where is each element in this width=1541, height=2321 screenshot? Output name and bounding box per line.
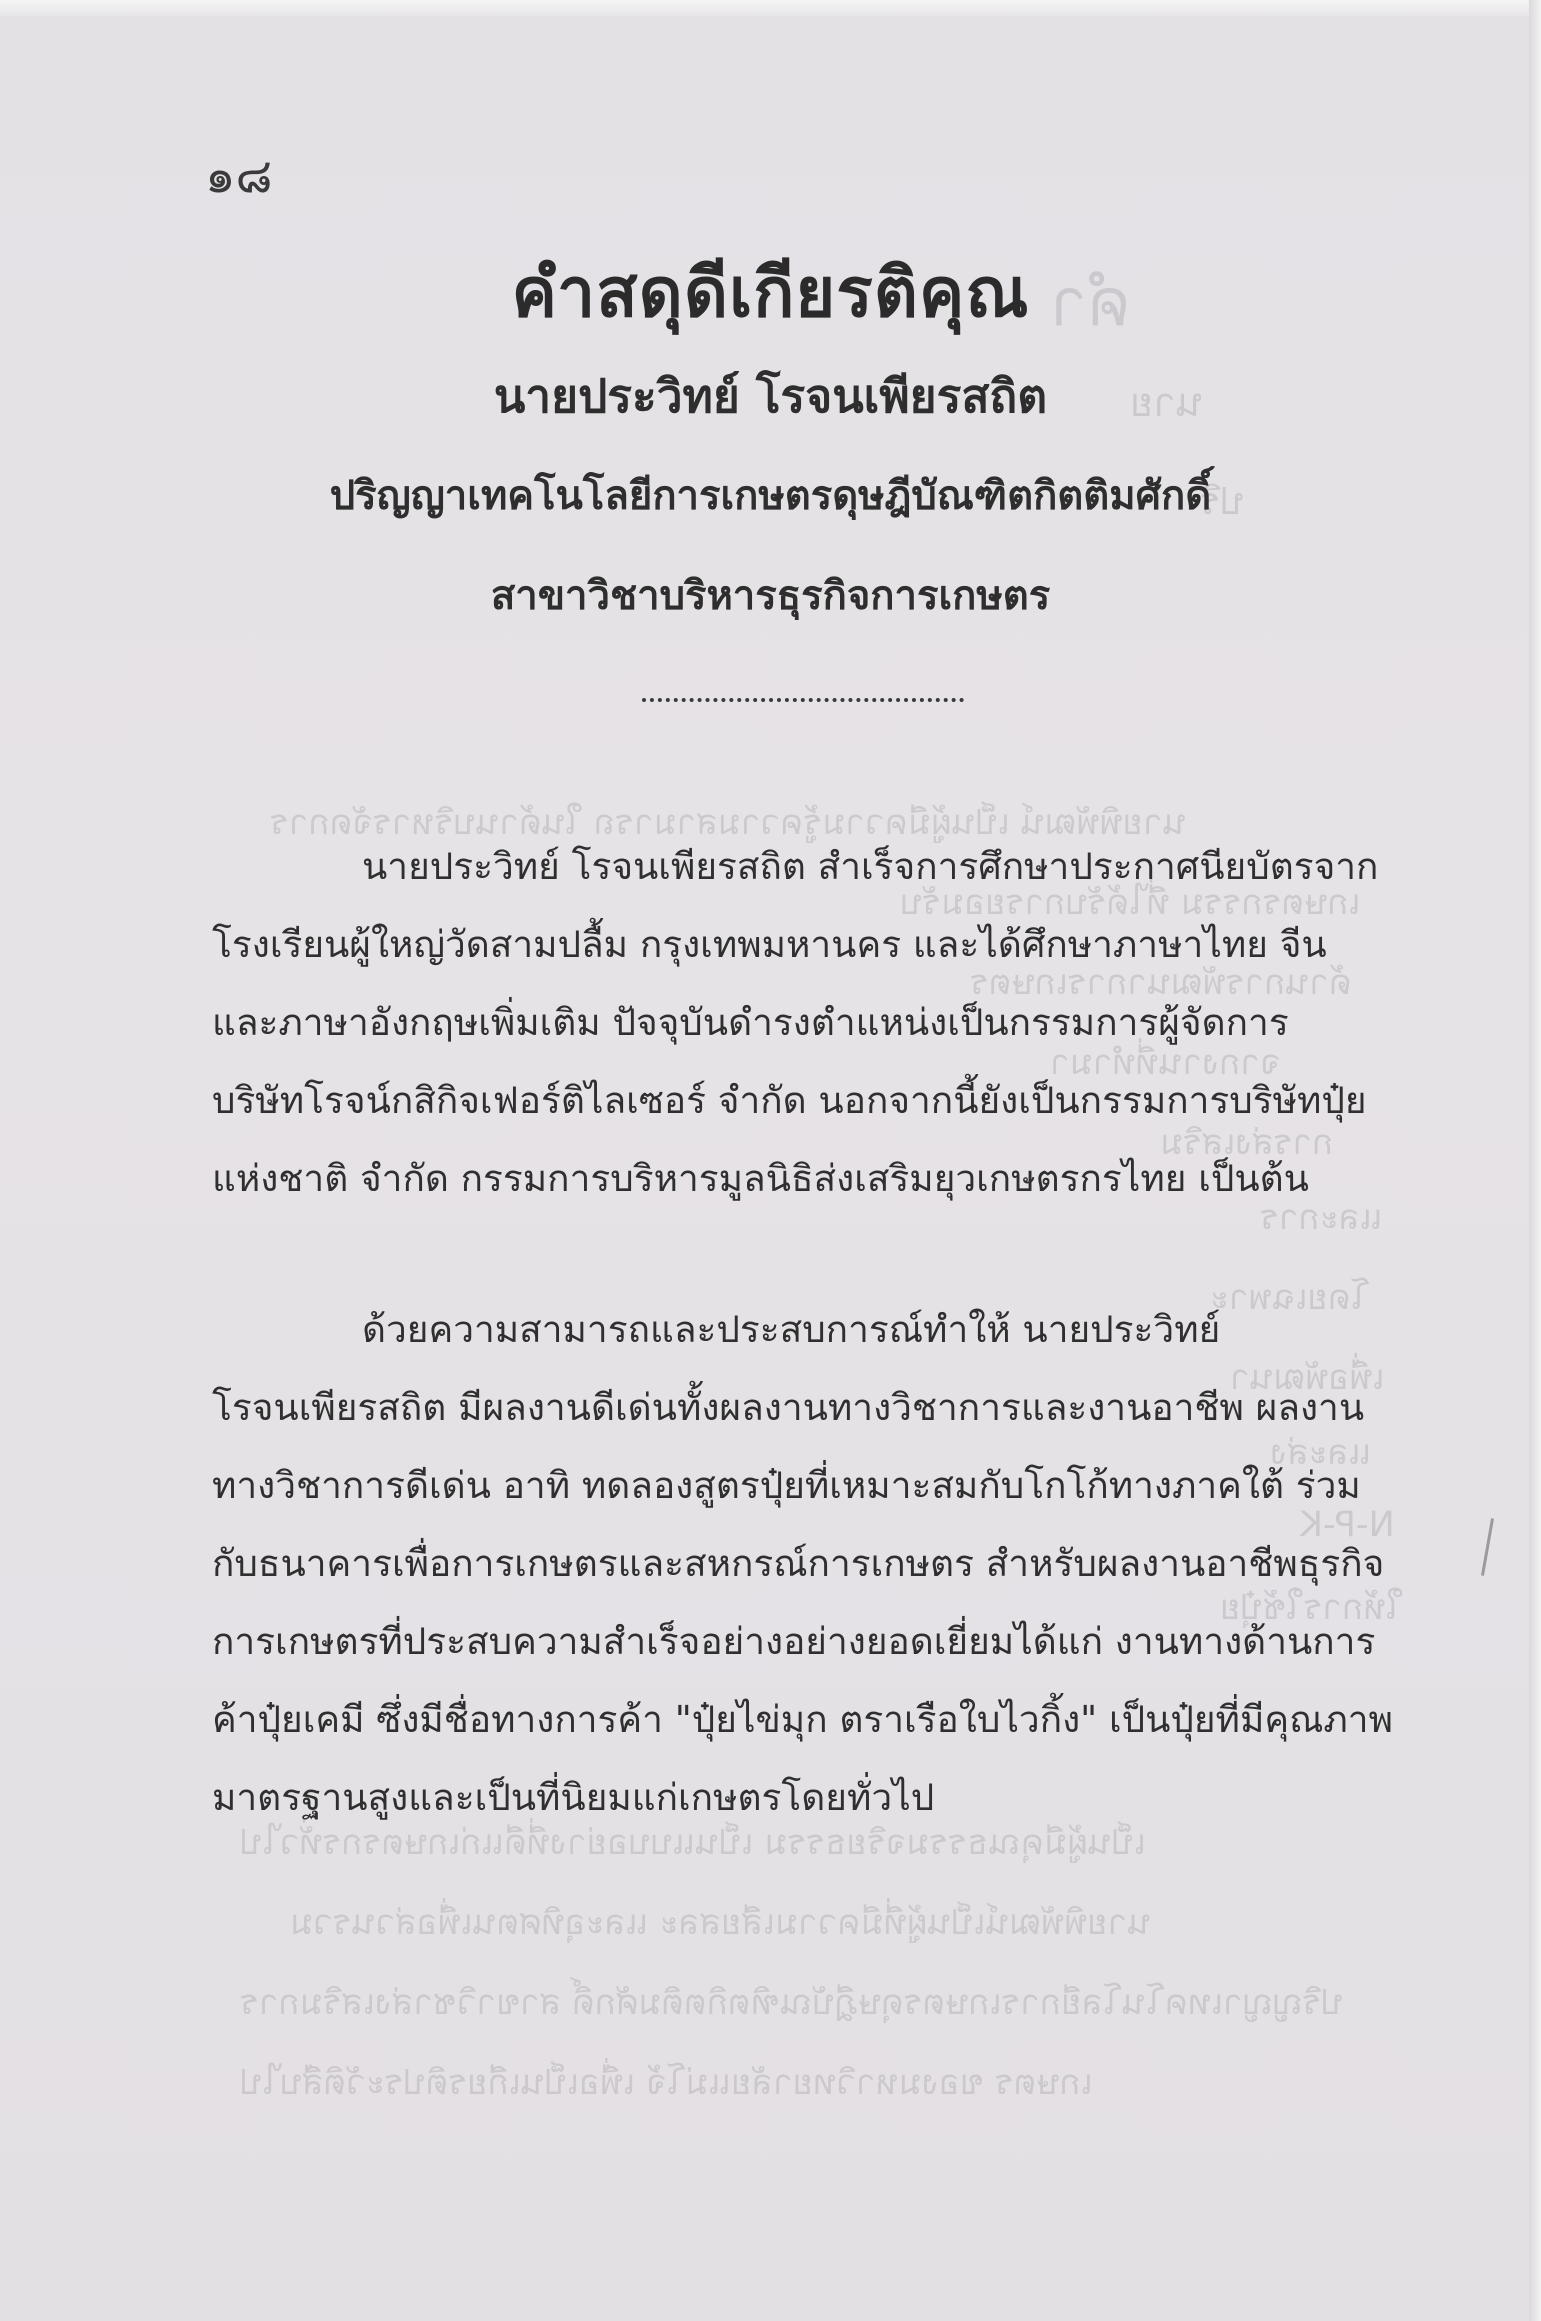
paragraph-line: ทางวิชาการดีเด่น อาทิ ทดลองสูตรปุ๋ยที่เหมาะสมกับโกโก้ทางภาคใต้ ร่วม — [212, 1464, 1361, 1507]
bleed-through-17: ปริญญาเทคโนโลยีการเกษตรดุษฎีบัณฑิตกิตติมศักดิ์ สาขาวิชาส่งเสริมการ — [240, 1983, 1344, 2023]
bleed-through-11: เพื่อพัฒนา — [1230, 1358, 1385, 1398]
paragraph-achievements — [212, 1291, 1422, 1837]
bleed-through-12: และส่ง — [1270, 1433, 1372, 1473]
scan-edge-top — [0, 0, 1541, 16]
paragraph-line: โรจนเพียรสถิต มีผลงานดีเด่นทั้งผลงานทางวิชาการและงานอาชีพ ผลงาน — [212, 1386, 1365, 1429]
paragraph-line: และภาษาอังกฤษเพิ่มเติม ปัจจุบันดำรงตำแหน่งเป็นกรรมการผู้จัดการ — [212, 1001, 1289, 1044]
paragraph-line: นายประวิทย์ โรจนเพียรสถิต สำเร็จการศึกษาประกาศนียบัตรจาก — [362, 845, 1379, 888]
bleed-through-9: และการ — [1260, 1198, 1383, 1238]
paragraph-line: โรงเรียนผู้ใหญ่วัดสามปลื้ม กรุงเทพมหานคร และได้ศึกษาภาษาไทย จีน — [212, 923, 1327, 966]
bleed-through-1: คำ — [1050, 264, 1132, 341]
bleed-through-16: นายพิพัฒน์เป็นผู้ที่มีความเสียสละ และอุทิศตนเพื่อส่วนรวม — [290, 1903, 1152, 1943]
paragraph-line: แห่งชาติ จำกัด กรรมการบริหารมูลนิธิส่งเสริมยุวเกษตรกรไทย เป็นต้น — [212, 1157, 1309, 1200]
paragraph-line: กับธนาคารเพื่อการเกษตรและสหกรณ์การเกษตร สำหรับผลงานอาชีพธุรกิจ — [212, 1542, 1385, 1585]
paragraph-line: มาตรฐานสูงและเป็นที่นิยมแก่เกษตรโดยทั่วไป — [212, 1776, 935, 1819]
paragraph-line: ค้าปุ๋ยเคมี ซึ่งมีชื่อทางการค้า "ปุ๋ยไข่มุก ตราเรือใบไวกิ้ง" เป็นปุ๋ยที่มีคุณภาพ — [212, 1698, 1393, 1741]
degree-title: ปริญญาเทคโนโลยีการเกษตรดุษฎีบัณฑิตกิตติมศักดิ์ — [329, 473, 1212, 519]
bleed-through-5: เกษตรกรรม ที่ได้รับการยอมรับ — [900, 883, 1361, 923]
page-title: คำสดุดีเกียรติคุณ — [511, 254, 1030, 333]
paragraph-biography — [212, 828, 1422, 1218]
field-of-study: สาขาวิชาบริหารธุรกิจการเกษตร — [490, 573, 1051, 619]
bleed-through-3: ปริ — [1200, 479, 1245, 523]
bleed-through-14: ให้การใช้ปุ๋ย — [1220, 1588, 1404, 1628]
paragraph-line: ด้วยความสามารถและประสบการณ์ทำให้ นายประวิทย์ — [362, 1308, 1221, 1351]
scan-edge-right — [1529, 0, 1541, 2321]
scan-scratch-mark — [1481, 1518, 1494, 1576]
paragraph-line: บริษัทโรจน์กสิกิจเฟอร์ติไลเซอร์ จำกัด นอกจากนี้ยังเป็นกรรมการบริษัทปุ๋ย — [212, 1079, 1367, 1122]
bleed-through-6: ด้านการพัฒนาการเกษตร — [970, 963, 1352, 1003]
paragraph-line: การเกษตรที่ประสบความสำเร็จอย่างอย่างยอดเยี่ยมได้แก่ งานทางด้านการ — [212, 1620, 1376, 1663]
bleed-through-10: โดยเฉพาะ — [1210, 1278, 1370, 1318]
page-number: ๑๘ — [205, 148, 273, 204]
bleed-through-13: N-P-K — [1300, 1505, 1395, 1545]
honoree-name: นายประวิทย์ โรจนเพียรสถิต — [493, 369, 1048, 423]
bleed-through-2: นาย — [1130, 380, 1204, 426]
dotted-divider — [642, 698, 964, 702]
bleed-through-7: จากงานที่ทำมา — [1050, 1043, 1281, 1083]
bleed-through-15: เป็นผู้มีคุณธรรมจริยธรรม เป็นแบบอย่างที่ดีแก่เกษตรกรทั่วไป — [240, 1823, 1146, 1863]
bleed-through-4: นายพิพัฒน์ เป็นผู้มีความรู้ความสามารถ ในด้านบริหารจัดการ — [270, 803, 1187, 843]
bleed-through-8: การส่งเสริม — [1160, 1123, 1334, 1163]
bleed-through-18: เกษตร ของมหาวิทยาลัยแม่โจ้ เพื่อเป็นเกียรติประวัติสืบไป — [240, 2063, 1093, 2103]
